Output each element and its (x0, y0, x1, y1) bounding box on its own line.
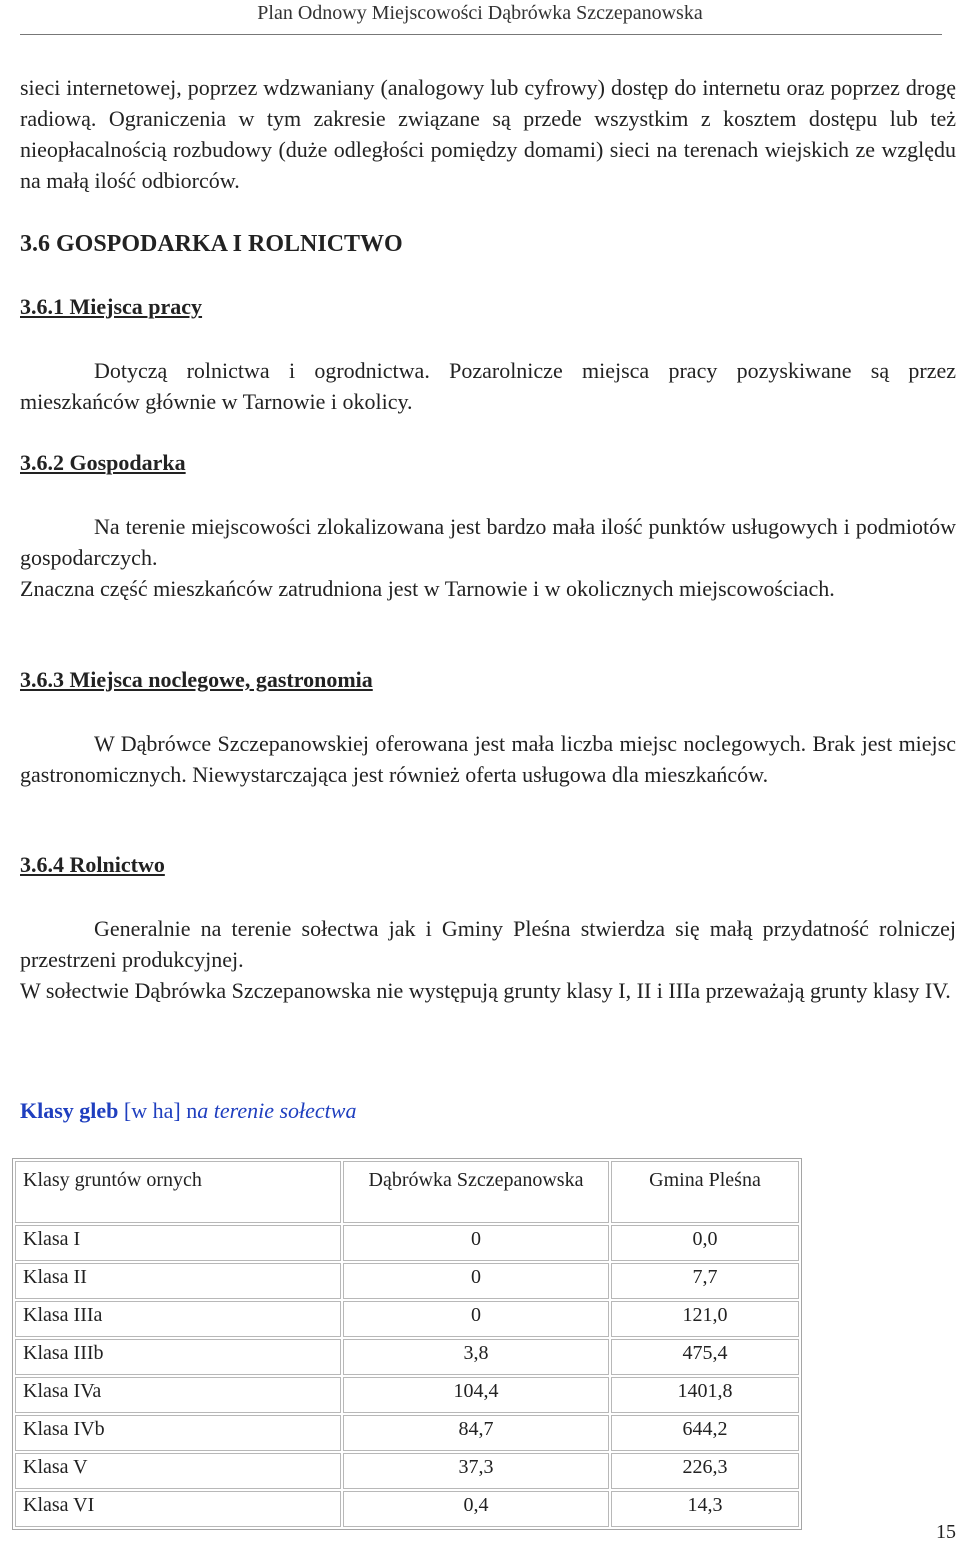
page-number: 15 (936, 1521, 956, 1543)
table-cell: 644,2 (611, 1415, 799, 1451)
subsection-title-work: 3.6.1 Miejsca pracy (20, 294, 203, 319)
paragraph-economy-2: Znaczna część mieszkańców zatrudniona jest w Tarnowie i w okolicznych miejscowościach. (20, 576, 835, 601)
table-cell: 3,8 (343, 1339, 609, 1375)
table-cell: 0,0 (611, 1225, 799, 1261)
subsection-title-economy: 3.6.2 Gospodarka (20, 450, 186, 475)
table-row (15, 1491, 799, 1527)
table-cell: 14,3 (611, 1491, 799, 1527)
table-row (15, 1377, 799, 1413)
page-header: Plan Odnowy Miejscowości Dąbrówka Szczepanowska (257, 2, 703, 24)
table-header-row (15, 1161, 799, 1223)
table-cell: 104,4 (343, 1377, 609, 1413)
subsection-title-accommodation: 3.6.3 Miejsca noclegowe, gastronomia (20, 667, 373, 692)
paragraph-economy-1: Na terenie miejscowości zlokalizowana jest bardzo mała ilość punktów usługowych i podmiotów gospodarczych. (20, 514, 956, 570)
table-cell: 0,4 (343, 1491, 609, 1527)
paragraph-agriculture-2: W sołectwie Dąbrówka Szczepanowska nie występują grunty klasy I, II i IIIa przeważają grunty klasy IV. (20, 978, 951, 1003)
paragraph-agriculture-1: Generalnie na terenie sołectwa jak i Gminy Pleśna stwierdza się małą przydatność rolniczej przestrzeni produkcyjnej. (20, 916, 956, 972)
table-cell: 226,3 (611, 1453, 799, 1489)
table-cell: 37,3 (343, 1453, 609, 1489)
table-row (15, 1301, 799, 1337)
column-header: Dąbrówka Szczepanowska (343, 1161, 609, 1223)
subsection-title-agriculture: 3.6.4 Rolnictwo (20, 852, 165, 877)
table-cell: Klasa IVa (15, 1377, 341, 1413)
intro-paragraph: sieci internetowej, poprzez wdzwaniany (analogowy lub cyfrowy) dostęp do internetu oraz poprzez drogę radiową. Ograniczenia w tym zakresie związane są przede wszystkim z kosztem dostępu lub też nieopłacalnością rozbudowy (duże odległości pomiędzy domami) sieci na terenach wiejskich ze względu na małą ilość odbiorców. (20, 75, 956, 193)
table-cell: 0 (343, 1225, 609, 1261)
table-cell: 7,7 (611, 1263, 799, 1299)
column-header: Klasy gruntów ornych (15, 1161, 341, 1223)
table-cell: Klasa II (15, 1263, 341, 1299)
table-cell: 1401,8 (611, 1377, 799, 1413)
paragraph-work: Dotyczą rolnictwa i ogrodnictwa. Pozarolnicze miejsca pracy pozyskiwane są przez mieszkańców głównie w Tarnowie i okolicy. (20, 358, 956, 414)
table-cell: Klasa V (15, 1453, 341, 1489)
column-header: Gmina Pleśna (611, 1161, 799, 1223)
section-title: 3.6 GOSPODARKA I ROLNICTWO (20, 231, 403, 257)
table-cell: 0 (343, 1301, 609, 1337)
table-row (15, 1225, 799, 1261)
table-caption-part2: [w ha] n (123, 1098, 198, 1123)
table-cell: 0 (343, 1263, 609, 1299)
table-cell: Klasa IIIb (15, 1339, 341, 1375)
table-cell: 84,7 (343, 1415, 609, 1451)
header-rule (20, 34, 942, 35)
table-caption (20, 1098, 356, 1124)
table-cell: Klasa I (15, 1225, 341, 1261)
table-row (15, 1453, 799, 1489)
table-cell: Klasa IIIa (15, 1301, 341, 1337)
table-row (15, 1415, 799, 1451)
table-caption-part3: a terenie sołectwa (197, 1098, 357, 1123)
table-row (15, 1263, 799, 1299)
table-cell: Klasa IVb (15, 1415, 341, 1451)
table-cell: 475,4 (611, 1339, 799, 1375)
table-row (15, 1339, 799, 1375)
table-cell: Klasa VI (15, 1491, 341, 1527)
table-cell: 121,0 (611, 1301, 799, 1337)
table-caption-part1: Klasy gleb (20, 1098, 124, 1123)
soil-class-table (12, 1158, 802, 1530)
paragraph-accommodation: W Dąbrówce Szczepanowskiej oferowana jest mała liczba miejsc noclegowych. Brak jest miejsc gastronomicznych. Niewystarczająca jest również oferta usługowa dla mieszkańców. (20, 731, 956, 787)
